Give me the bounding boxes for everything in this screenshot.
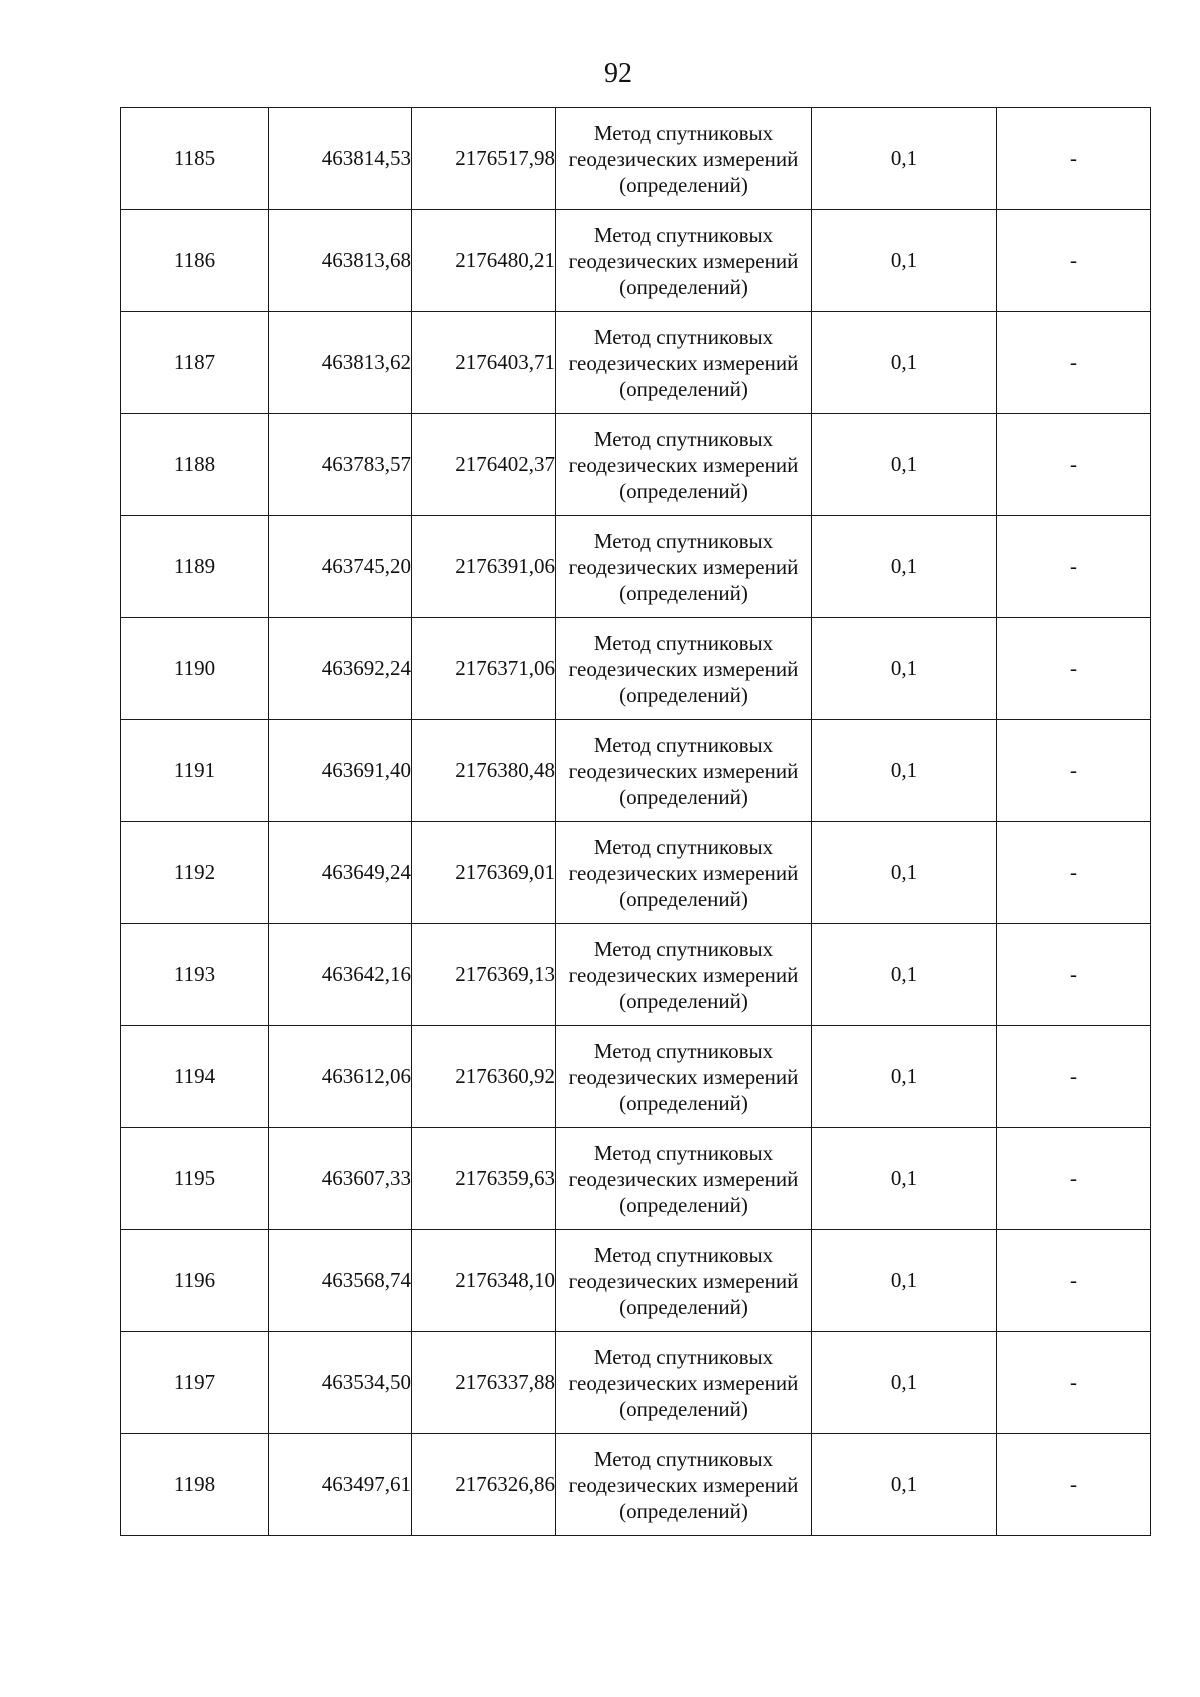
accuracy-cell: 0,1 xyxy=(812,924,997,1026)
method-line: геодезических измерений xyxy=(568,248,799,273)
x-coordinate-cell: 463692,24 xyxy=(269,618,412,720)
table-row xyxy=(121,1230,1151,1332)
x-coordinate-cell: 463813,62 xyxy=(269,312,412,414)
y-coordinate-cell: 2176360,92 xyxy=(412,1026,556,1128)
method-line: Метод спутниковых xyxy=(593,936,774,961)
description-cell: - xyxy=(997,1026,1151,1128)
accuracy-cell: 0,1 xyxy=(812,210,997,312)
y-coordinate-cell: 2176337,88 xyxy=(412,1332,556,1434)
method-cell xyxy=(556,1230,812,1332)
method-line: (определений) xyxy=(619,1090,748,1115)
method-line: геодезических измерений xyxy=(568,554,799,579)
point-number-cell: 1190 xyxy=(121,618,269,720)
x-coordinate-cell: 463607,33 xyxy=(269,1128,412,1230)
method-line: геодезических измерений xyxy=(568,860,799,885)
description-cell: - xyxy=(997,720,1151,822)
method-line: Метод спутниковых xyxy=(593,1242,774,1267)
method-cell xyxy=(556,1332,812,1434)
x-coordinate-cell: 463649,24 xyxy=(269,822,412,924)
point-number-cell: 1191 xyxy=(121,720,269,822)
y-coordinate-cell: 2176380,48 xyxy=(412,720,556,822)
method-line: (определений) xyxy=(619,1396,748,1421)
accuracy-cell: 0,1 xyxy=(812,414,997,516)
point-number-cell: 1189 xyxy=(121,516,269,618)
method-cell xyxy=(556,1128,812,1230)
point-number-cell: 1193 xyxy=(121,924,269,1026)
table-row xyxy=(121,312,1151,414)
method-line: (определений) xyxy=(619,1192,748,1217)
method-line: (определений) xyxy=(619,784,748,809)
table-row xyxy=(121,1332,1151,1434)
point-number-cell: 1197 xyxy=(121,1332,269,1434)
accuracy-cell: 0,1 xyxy=(812,312,997,414)
method-line: (определений) xyxy=(619,172,748,197)
description-cell: - xyxy=(997,108,1151,210)
y-coordinate-cell: 2176326,86 xyxy=(412,1434,556,1536)
accuracy-cell: 0,1 xyxy=(812,1128,997,1230)
table-row xyxy=(121,108,1151,210)
y-coordinate-cell: 2176402,37 xyxy=(412,414,556,516)
point-number-cell: 1195 xyxy=(121,1128,269,1230)
method-line: Метод спутниковых xyxy=(593,120,774,145)
table-row xyxy=(121,516,1151,618)
table-row xyxy=(121,210,1151,312)
method-line: геодезических измерений xyxy=(568,350,799,375)
x-coordinate-cell: 463813,68 xyxy=(269,210,412,312)
method-line: (определений) xyxy=(619,886,748,911)
point-number-cell: 1198 xyxy=(121,1434,269,1536)
description-cell: - xyxy=(997,618,1151,720)
point-number-cell: 1188 xyxy=(121,414,269,516)
method-cell xyxy=(556,1434,812,1536)
method-line: геодезических измерений xyxy=(568,1166,799,1191)
x-coordinate-cell: 463497,61 xyxy=(269,1434,412,1536)
x-coordinate-cell: 463783,57 xyxy=(269,414,412,516)
description-cell: - xyxy=(997,1434,1151,1536)
method-cell xyxy=(556,414,812,516)
y-coordinate-cell: 2176371,06 xyxy=(412,618,556,720)
point-number-cell: 1196 xyxy=(121,1230,269,1332)
method-line: геодезических измерений xyxy=(568,452,799,477)
method-line: (определений) xyxy=(619,988,748,1013)
y-coordinate-cell: 2176391,06 xyxy=(412,516,556,618)
method-line: Метод спутниковых xyxy=(593,1446,774,1471)
method-cell xyxy=(556,516,812,618)
description-cell: - xyxy=(997,210,1151,312)
description-cell: - xyxy=(997,414,1151,516)
accuracy-cell: 0,1 xyxy=(812,1026,997,1128)
description-cell: - xyxy=(997,822,1151,924)
method-cell xyxy=(556,618,812,720)
y-coordinate-cell: 2176517,98 xyxy=(412,108,556,210)
description-cell: - xyxy=(997,1128,1151,1230)
table-row xyxy=(121,1026,1151,1128)
method-line: Метод спутниковых xyxy=(593,1038,774,1063)
method-line: Метод спутниковых xyxy=(593,528,774,553)
method-cell xyxy=(556,312,812,414)
y-coordinate-cell: 2176403,71 xyxy=(412,312,556,414)
method-cell xyxy=(556,924,812,1026)
method-cell xyxy=(556,720,812,822)
method-line: геодезических измерений xyxy=(568,1472,799,1497)
x-coordinate-cell: 463612,06 xyxy=(269,1026,412,1128)
method-line: (определений) xyxy=(619,376,748,401)
accuracy-cell: 0,1 xyxy=(812,822,997,924)
point-number-cell: 1194 xyxy=(121,1026,269,1128)
description-cell: - xyxy=(997,1230,1151,1332)
method-line: геодезических измерений xyxy=(568,758,799,783)
table-row xyxy=(121,924,1151,1026)
accuracy-cell: 0,1 xyxy=(812,1230,997,1332)
method-line: геодезических измерений xyxy=(568,1370,799,1395)
method-line: (определений) xyxy=(619,1294,748,1319)
method-line: Метод спутниковых xyxy=(593,834,774,859)
method-line: (определений) xyxy=(619,274,748,299)
accuracy-cell: 0,1 xyxy=(812,1332,997,1434)
accuracy-cell: 0,1 xyxy=(812,108,997,210)
x-coordinate-cell: 463745,20 xyxy=(269,516,412,618)
table-row xyxy=(121,1128,1151,1230)
method-line: геодезических измерений xyxy=(568,656,799,681)
method-line: (определений) xyxy=(619,478,748,503)
x-coordinate-cell: 463534,50 xyxy=(269,1332,412,1434)
table-row xyxy=(121,1434,1151,1536)
table-row xyxy=(121,618,1151,720)
accuracy-cell: 0,1 xyxy=(812,1434,997,1536)
method-line: геодезических измерений xyxy=(568,146,799,171)
method-line: Метод спутниковых xyxy=(593,732,774,757)
method-line: (определений) xyxy=(619,1498,748,1523)
method-line: Метод спутниковых xyxy=(593,630,774,655)
x-coordinate-cell: 463814,53 xyxy=(269,108,412,210)
table-row xyxy=(121,720,1151,822)
y-coordinate-cell: 2176369,01 xyxy=(412,822,556,924)
y-coordinate-cell: 2176480,21 xyxy=(412,210,556,312)
point-number-cell: 1187 xyxy=(121,312,269,414)
point-number-cell: 1186 xyxy=(121,210,269,312)
coordinates-table xyxy=(120,107,1151,1536)
method-line: геодезических измерений xyxy=(568,1268,799,1293)
method-cell xyxy=(556,822,812,924)
description-cell: - xyxy=(997,516,1151,618)
x-coordinate-cell: 463642,16 xyxy=(269,924,412,1026)
method-line: Метод спутниковых xyxy=(593,222,774,247)
method-line: Метод спутниковых xyxy=(593,324,774,349)
point-number-cell: 1185 xyxy=(121,108,269,210)
accuracy-cell: 0,1 xyxy=(812,516,997,618)
description-cell: - xyxy=(997,924,1151,1026)
y-coordinate-cell: 2176348,10 xyxy=(412,1230,556,1332)
x-coordinate-cell: 463568,74 xyxy=(269,1230,412,1332)
method-line: (определений) xyxy=(619,580,748,605)
table-row xyxy=(121,414,1151,516)
accuracy-cell: 0,1 xyxy=(812,720,997,822)
method-line: (определений) xyxy=(619,682,748,707)
method-cell xyxy=(556,210,812,312)
method-line: Метод спутниковых xyxy=(593,426,774,451)
description-cell: - xyxy=(997,312,1151,414)
page-number: 92 xyxy=(604,58,632,89)
y-coordinate-cell: 2176359,63 xyxy=(412,1128,556,1230)
accuracy-cell: 0,1 xyxy=(812,618,997,720)
point-number-cell: 1192 xyxy=(121,822,269,924)
description-cell: - xyxy=(997,1332,1151,1434)
method-line: геодезических измерений xyxy=(568,1064,799,1089)
table-row xyxy=(121,822,1151,924)
method-line: Метод спутниковых xyxy=(593,1140,774,1165)
y-coordinate-cell: 2176369,13 xyxy=(412,924,556,1026)
method-line: Метод спутниковых xyxy=(593,1344,774,1369)
x-coordinate-cell: 463691,40 xyxy=(269,720,412,822)
method-line: геодезических измерений xyxy=(568,962,799,987)
method-cell xyxy=(556,1026,812,1128)
method-cell xyxy=(556,108,812,210)
